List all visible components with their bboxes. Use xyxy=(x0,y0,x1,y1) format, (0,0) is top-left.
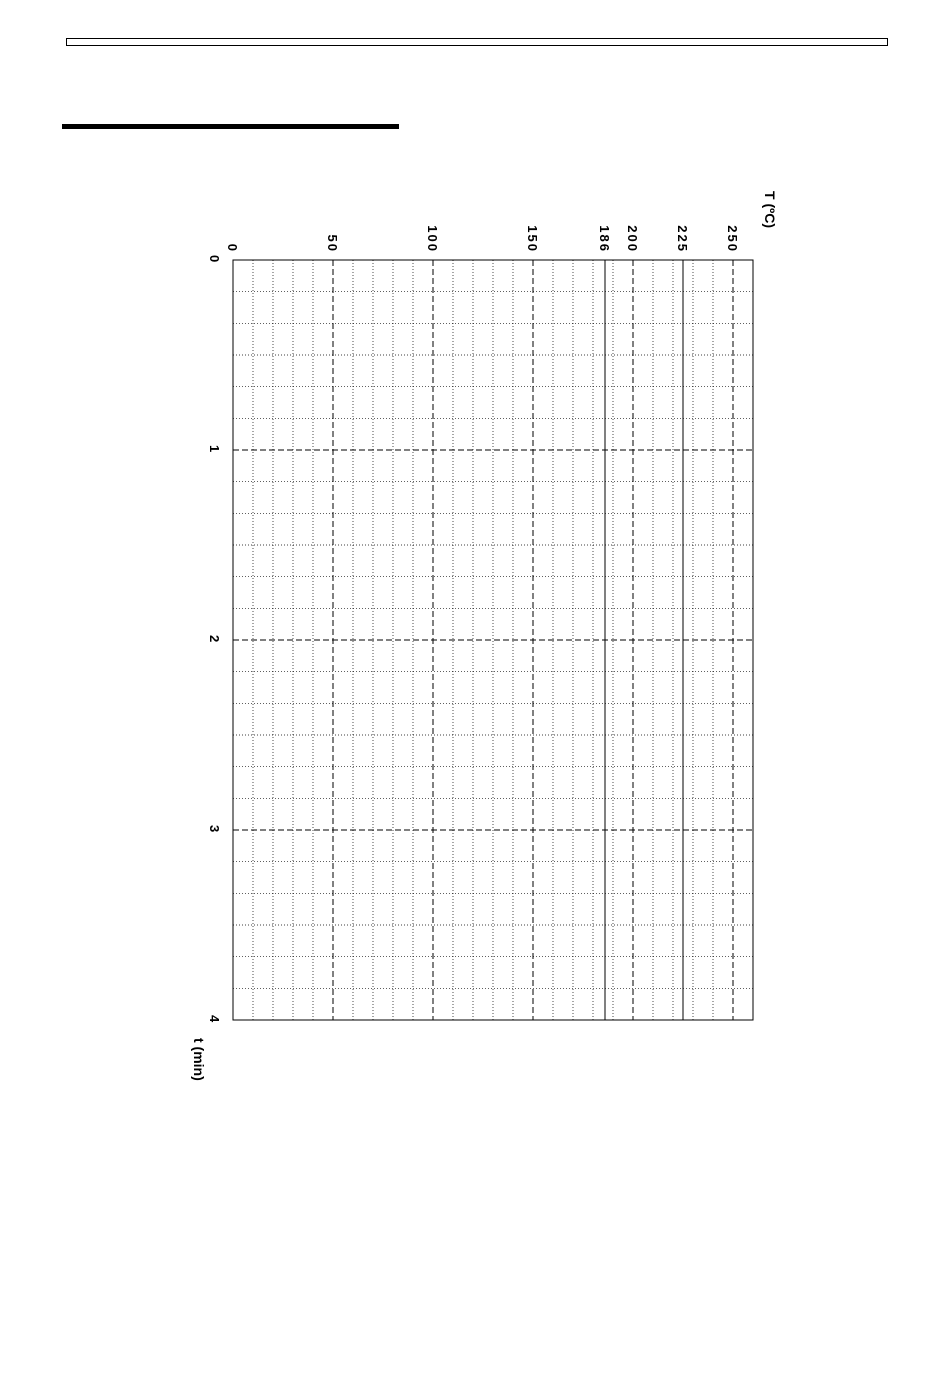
chart-tick-labels xyxy=(207,225,740,1023)
y-tick-label: 186 xyxy=(597,225,612,253)
x-tick-label: 1 xyxy=(207,445,222,453)
chart-grid xyxy=(233,260,753,1020)
y-tick-label: 50 xyxy=(325,234,340,253)
y-tick-label: 0 xyxy=(225,243,240,253)
x-tick-label: 2 xyxy=(207,635,222,643)
y-tick-label: 100 xyxy=(425,225,440,253)
x-axis-label: t (min) xyxy=(191,1038,207,1081)
y-tick-label: 250 xyxy=(725,225,740,253)
x-tick-label: 0 xyxy=(207,255,222,263)
y-tick-label: 225 xyxy=(675,225,690,253)
y-axis-label: T (ºC) xyxy=(762,191,778,228)
x-tick-label: 3 xyxy=(207,825,222,833)
y-tick-label: 200 xyxy=(625,225,640,253)
x-tick-label: 4 xyxy=(207,1015,222,1023)
y-tick-label: 150 xyxy=(525,225,540,253)
